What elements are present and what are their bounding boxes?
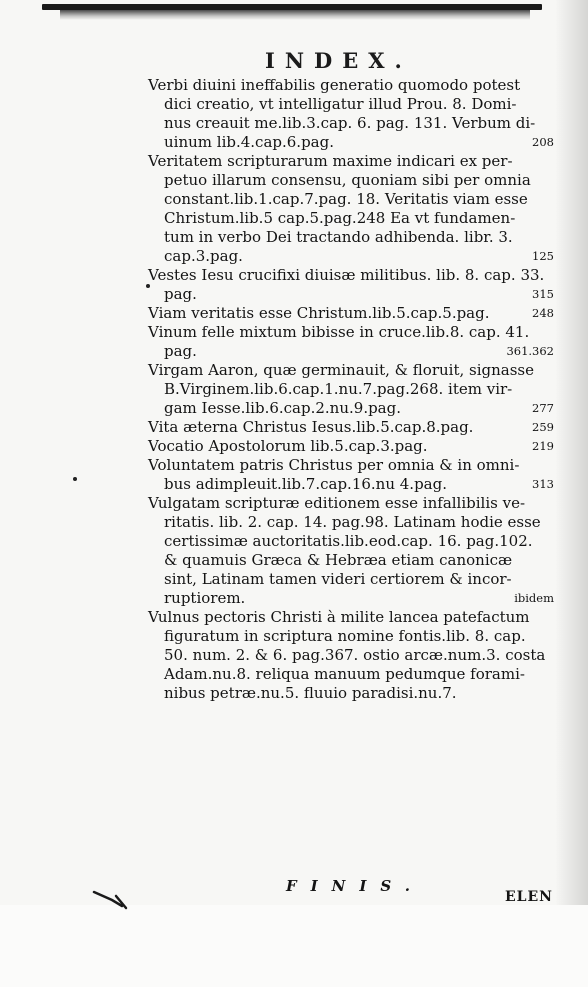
ink-stroke-mark xyxy=(92,888,132,912)
ink-dot xyxy=(73,477,77,481)
index-line xyxy=(148,380,568,399)
index-line-text: Veritatem scripturarum maxime indicari ex per- xyxy=(148,152,513,170)
index-line-text: Christum.lib.5 cap.5.pag.248 Ea vt fundamen- xyxy=(164,209,516,227)
index-line xyxy=(148,475,568,494)
page-reference: 248 xyxy=(532,306,554,320)
index-line xyxy=(148,608,568,627)
index-line xyxy=(148,437,568,456)
index-line xyxy=(148,304,568,323)
index-line xyxy=(148,684,568,703)
index-line-text: ruptiorem. xyxy=(164,589,246,607)
index-line-text: nus creauit me.lib.3.cap. 6. pag. 131. Verbum di- xyxy=(164,114,536,132)
ink-dot xyxy=(146,284,150,288)
index-line xyxy=(148,76,568,95)
index-line xyxy=(148,627,568,646)
index-line-text: Vocatio Apostolorum lib.5.cap.3.pag. xyxy=(148,437,428,455)
index-line xyxy=(148,399,568,418)
index-line xyxy=(148,342,568,361)
bottom-margin xyxy=(0,905,588,987)
index-line xyxy=(148,95,568,114)
page-title: INDEX. xyxy=(265,48,412,73)
page-reference: 277 xyxy=(532,401,554,415)
index-line-text: nibus petræ.nu.5. fluuio paradisi.nu.7. xyxy=(164,684,457,702)
index-line-text: Voluntatem patris Christus per omnia & in omni- xyxy=(148,456,520,474)
index-line xyxy=(148,513,568,532)
index-line xyxy=(148,551,568,570)
index-line-text: cap.3.pag. xyxy=(164,247,243,265)
index-line-text: Vestes Iesu crucifixi diuisæ militibus. lib. 8. cap. 33. xyxy=(148,266,545,284)
index-line xyxy=(148,171,568,190)
index-line-text: figuratum in scriptura nomine fontis.lib. 8. cap. xyxy=(164,627,526,645)
page-reference: 361.362 xyxy=(506,344,554,358)
index-line-text: Verbi diuini ineffabilis generatio quomodo potest xyxy=(148,76,521,94)
index-line-text: B.Virginem.lib.6.cap.1.nu.7.pag.268. item vir- xyxy=(164,380,513,398)
index-line-text: certissimæ auctoritatis.lib.eod.cap. 16. pag.102. xyxy=(164,532,533,550)
index-line xyxy=(148,532,568,551)
index-line xyxy=(148,209,568,228)
page-reference: ibidem xyxy=(514,591,554,605)
index-line-text: dici creatio, vt intelligatur illud Prou. 8. Domi- xyxy=(164,95,517,113)
catchword: ELEN xyxy=(505,889,553,905)
index-line-text: 50. num. 2. & 6. pag.367. ostio arcæ.num.3. costa xyxy=(164,646,546,664)
index-line xyxy=(148,323,568,342)
index-line xyxy=(148,646,568,665)
page-reference: 219 xyxy=(532,439,554,453)
index-line xyxy=(148,456,568,475)
page-reference: 208 xyxy=(532,135,554,149)
index-line xyxy=(148,190,568,209)
index-line-text: Vulgatam scripturæ editionem esse infallibilis ve- xyxy=(148,494,526,512)
finis-line: FINIS. xyxy=(286,877,424,895)
index-line-text: ritatis. lib. 2. cap. 14. pag.98. Latinam hodie esse xyxy=(164,513,541,531)
index-line-text: Virgam Aaron, quæ germinauit, & floruit, signasse xyxy=(148,361,534,379)
index-line-text: Vinum felle mixtum bibisse in cruce.lib.8. cap. 41. xyxy=(148,323,530,341)
index-line-text: sint, Latinam tamen videri certiorem & incor- xyxy=(164,570,512,588)
index-line xyxy=(148,247,568,266)
index-line-text: Vulnus pectoris Christi à milite lancea patefactum xyxy=(148,608,530,626)
bleed-through-smudge xyxy=(60,10,530,20)
index-line xyxy=(148,266,568,285)
index-line xyxy=(148,361,568,380)
index-line-text: bus adimpleuit.lib.7.cap.16.nu 4.pag. xyxy=(164,475,447,493)
page-reference: 315 xyxy=(532,287,554,301)
index-line xyxy=(148,418,568,437)
index-entries xyxy=(148,76,568,703)
index-line-text: pag. xyxy=(164,342,197,360)
index-line xyxy=(148,152,568,171)
index-line-text: Vita æterna Christus Iesus.lib.5.cap.8.pag. xyxy=(148,418,474,436)
index-line-text: & quamuis Græca & Hebræa etiam canonicæ xyxy=(164,551,513,569)
index-line xyxy=(148,228,568,247)
page-reference: 125 xyxy=(532,249,554,263)
index-line-text: tum in verbo Dei tractando adhibenda. libr. 3. xyxy=(164,228,513,246)
page-reference: 259 xyxy=(532,420,554,434)
index-line-text: gam Iesse.lib.6.cap.2.nu.9.pag. xyxy=(164,399,401,417)
index-line-text: uinum lib.4.cap.6.pag. xyxy=(164,133,334,151)
index-line-text: petuo illarum consensu, quoniam sibi per omnia xyxy=(164,171,531,189)
index-line-text: pag. xyxy=(164,285,197,303)
index-line xyxy=(148,114,568,133)
index-line xyxy=(148,285,568,304)
index-line xyxy=(148,589,568,608)
index-line-text: Adam.nu.8. reliqua manuum pedumque forami- xyxy=(164,665,525,683)
index-line xyxy=(148,665,568,684)
index-line-text: Viam veritatis esse Christum.lib.5.cap.5.pag. xyxy=(148,304,490,322)
index-line-text: constant.lib.1.cap.7.pag. 18. Veritatis viam esse xyxy=(164,190,528,208)
index-line xyxy=(148,133,568,152)
page-reference: 313 xyxy=(532,477,554,491)
index-line xyxy=(148,494,568,513)
index-line xyxy=(148,570,568,589)
